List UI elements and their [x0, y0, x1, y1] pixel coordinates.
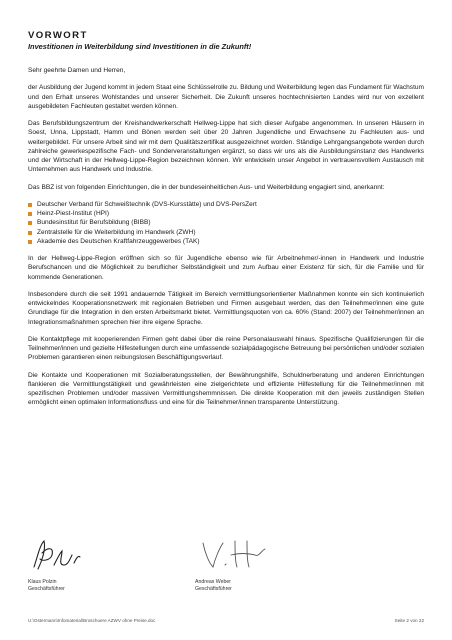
- bullet-icon: [28, 203, 32, 207]
- list-item-label: Akademie des Deutschen Kraftfahrzeuggewerbes (TAK): [37, 237, 200, 245]
- paragraph: Das Berufsbildungszentrum der Kreishandwerkerschaft Hellweg-Lippe hat sich dieser Aufgabe angenommen. In unseren Häusern in Soest, Unna, Lippstadt, Hamm und Bönen werden seit über 20 Jahren Jugendliche und Erwachsene zu Fachleuten aus- und weitergebildet. Für unsere Arbeit sind wir mit dem Qualitätszertifikat ausgezeichnet worden. Ständige Lehrgangsangebote werden durch zahlreiche gewerkespezifische Fach- und Sonderveranstaltungen ergänzt, so dass wir uns als die Ausbildungsinstanz des Handwerks und der Wirtschaft in der Hellweg-Lippe-Region bezeichnen können. Wir entwickeln unser Angebot in vertrauensvollem Austausch mit Unternehmen aus Handwerk und Industrie.: [28, 120, 424, 174]
- list-item: [28, 237, 424, 246]
- institution-list: [28, 200, 424, 246]
- bullet-icon: [28, 221, 32, 225]
- page-title: VORWORT: [28, 30, 88, 41]
- list-item: [28, 218, 424, 227]
- bullet-icon: [28, 240, 32, 244]
- signatory-role: Geschäftsführer: [195, 586, 232, 592]
- signatory: [28, 579, 65, 593]
- page-subtitle: Investitionen in Weiterbildung sind Investitionen in die Zukunft!: [28, 42, 252, 51]
- list-item-label: Zentralstelle für die Weiterbildung im Handwerk (ZWH): [37, 228, 196, 236]
- bullet-icon: [28, 231, 32, 235]
- signatory: [195, 579, 232, 593]
- list-item-label: Deutscher Verband für Schweißtechnik (DVS-Kursstätte) und DVS-PersZert: [37, 200, 257, 208]
- signature-block: [195, 535, 355, 592]
- signatory-name: Klaus Polzin: [28, 579, 57, 585]
- paragraph: Das BBZ ist von folgenden Einrichtungen, die in der bundeseinheitlichen Aus- und Weiterbildung engagiert sind, anerkannt:: [28, 183, 385, 191]
- list-item-label: Heinz-Piest-Institut (HPI): [37, 210, 110, 218]
- paragraph: Die Kontakte und Kooperationen mit Sozialberatungsstellen, der Bewährungshilfe, Schuldnerberatung und anderen Einrichtungen flankieren die Vermittlungstätigkeit und gewährleisten eine zielgerichtete und effiziente Hilfestellung für die Teilnehmer/innen mit spezifischen Problemen und/oder massiven Vermittlungshemmnissen. Die direkte Kooperation mit den jeweils zuständigen Stellen ermöglicht einen optimalen Informationsfluss und eine für die Teilnehmer/innen transparente Unterstützung.: [28, 371, 424, 407]
- signature-area: [28, 535, 424, 615]
- document-page: [28, 30, 424, 416]
- paragraph: Die Kontaktpflege mit kooperierenden Firmen geht dabei über die reine Personalauswahl hinaus. Spezifische Qualifizierungen für die Teilnehmer/innen und gezielte Hilfestellungen durch eine umfassende sozialpädagogische Betreuung bei persönlichen und/oder sozialen Problemen garantieren einen reibungslosen Beschäftigungsverlauf.: [28, 335, 424, 362]
- signatory-name: Andreas Weber: [195, 579, 231, 585]
- list-item: [28, 209, 424, 218]
- list-item: [28, 200, 424, 209]
- signature-image: [195, 535, 275, 573]
- page-number: Seite 2 von 22: [394, 618, 424, 623]
- paragraph: Insbesondere durch die seit 1991 andauernde Tätigkeit im Bereich vermittlungsorientierter Maßnahmen konnte ein sich kontinuierlich entwickelndes Kooperationsnetzwerk mit regionalen Betrieben und Firmen ausgebaut werden, das den Teilnehmer/innen eine gute Grundlage für die Integration in den ersten Arbeitsmarkt bietet. Vermittlungsquoten von ca. 60% (Stand: 2007) der Teilnehmer/innen an Integrationsmaßnahmen sprechen hier ihre eigene Sprache.: [28, 290, 424, 326]
- list-item: [28, 228, 424, 237]
- paragraph: der Ausbildung der Jugend kommt in jedem Staat eine Schlüsselrolle zu. Bildung und Weiterbildung legen das Fundament für Wachstum und den Erhalt unseres Wohlstandes und unserer Sicherheit. Die Zukunft unseres hochtechnisierten Landes wird nur von exzellent ausgebildeten Fachleuten gestaltet werden können.: [28, 84, 424, 110]
- list-item-label: Bundesinstitut für Berufsbildung (BIBB): [37, 219, 151, 227]
- signature-image: [28, 535, 108, 573]
- paragraph: In der Hellweg-Lippe-Region eröffnen sich so für Jugendliche ebenso wie für Arbeitnehmer/-innen in Handwerk und Industrie Berufschancen und die Möglichkeit zu beruflicher Selbständigkeit und zum Aufbau einer Existenz für sich, für die Familie und für kommende Generationen.: [28, 255, 424, 281]
- bullet-icon: [28, 212, 32, 216]
- signature-block: [28, 535, 188, 592]
- page-footer: [28, 618, 424, 623]
- file-path: U:\Ostermann\Infomaterial\Broschuere AZWV ohne Preise.doc: [28, 618, 156, 623]
- salutation: Sehr geehrte Damen und Herren,: [28, 67, 126, 74]
- signatory-role: Geschäftsführer: [28, 586, 65, 592]
